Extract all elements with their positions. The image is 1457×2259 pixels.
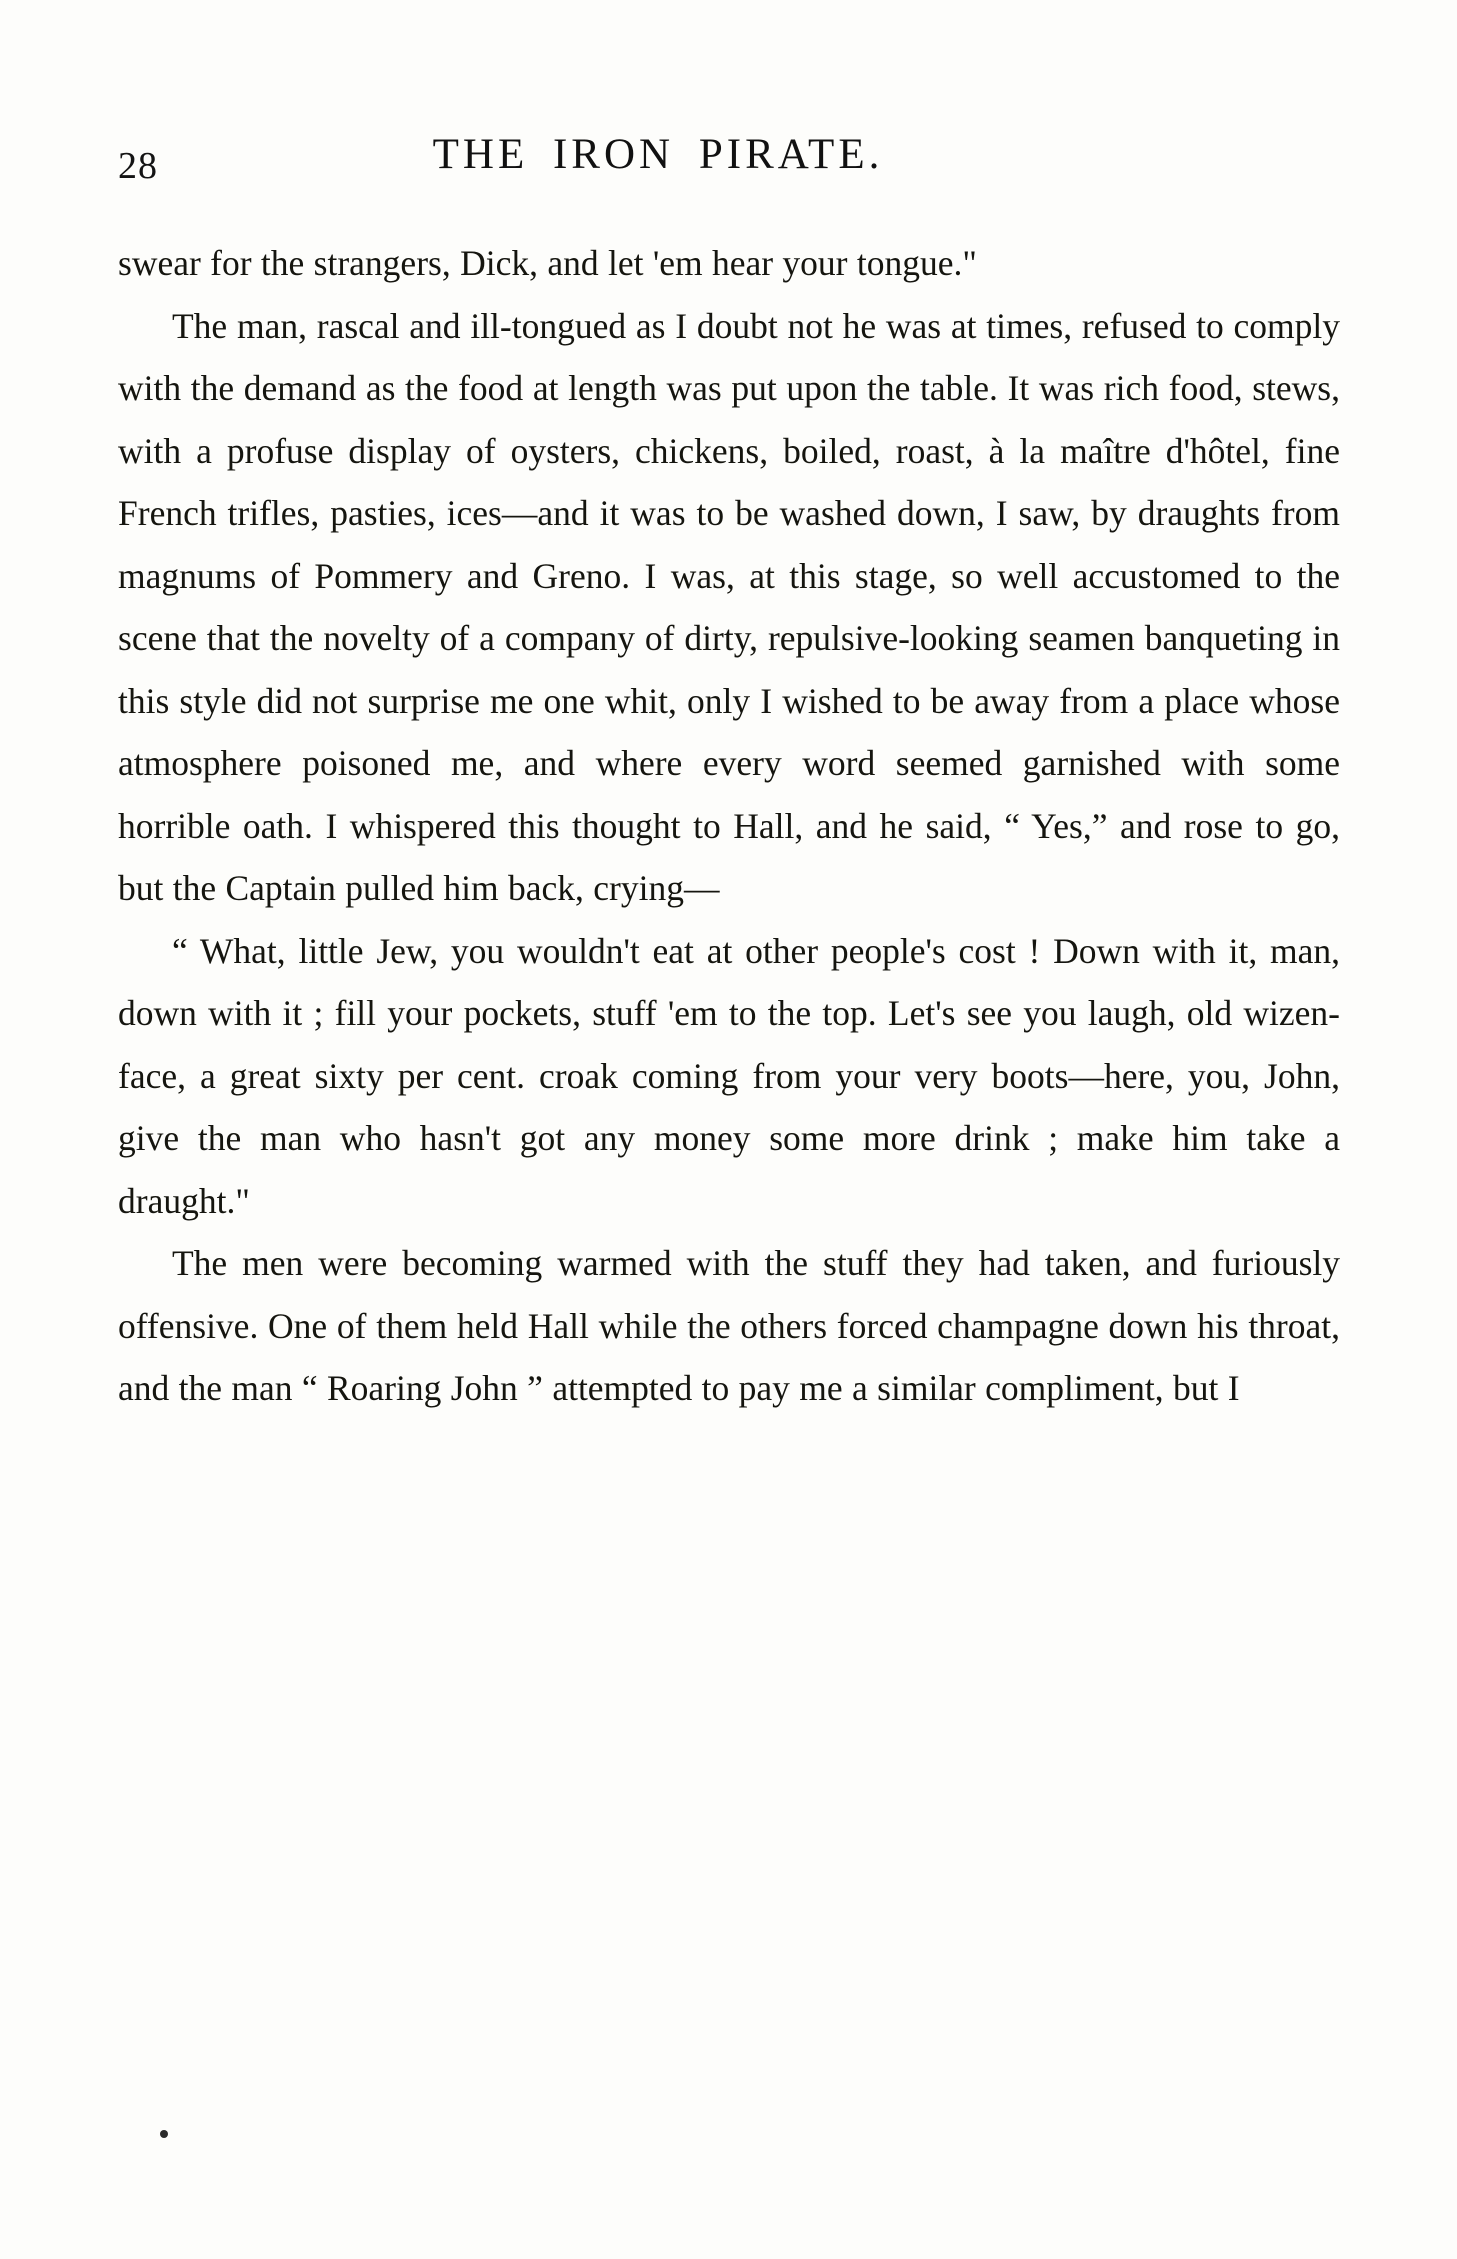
page-body [118,232,1340,1420]
running-title: THE IRON PIRATE. [432,131,884,178]
paragraph-4: The men were becoming warmed with the stuff they had taken, and furiously offensive. One of them held Hall while the others forced champagne down his throat, and the man “ Roaring John ” attempted to pay me a similar compliment, but I [118,1243,1340,1408]
paragraph-2: The man, rascal and ill-tongued as I doubt not he was at times, refused to comply with the demand as the food at length was put upon the table. It was rich food, stews, with a profuse display of oysters, chickens, boiled, roast, à la maître d'hôtel, fine French trifles, pasties, ices—and it was to be washed down, I saw, by draughts from magnums of Pommery and Greno. I was, at this stage, so well accustomed to the scene that the novelty of a company of dirty, repulsive-looking seamen banqueting in this style did not surprise me one whit, only I wished to be away from a place whose atmosphere poisoned me, and where every word seemed garnished with some horrible oath. I whispered this thought to Hall, and he said, “ Yes,” and rose to go, but the Captain pulled him back, crying— [118,305,1340,908]
bottom-dot-mark [160,2130,168,2138]
paragraph-3: “ What, little Jew, you wouldn't eat at other people's cost ! Down with it, man, down with it ; fill your pockets, stuff 'em to the top. Let's see you laugh, old wizen-face, a great sixty per cent. croak coming from your very boots—here, you, John, give the man who hasn't got any money some more drink ; make him take a draught." [118,930,1340,1221]
paragraph-1: swear for the strangers, Dick, and let 'em hear your tongue." [118,243,977,283]
page-header [118,130,1343,190]
page-number: 28 [118,145,158,187]
